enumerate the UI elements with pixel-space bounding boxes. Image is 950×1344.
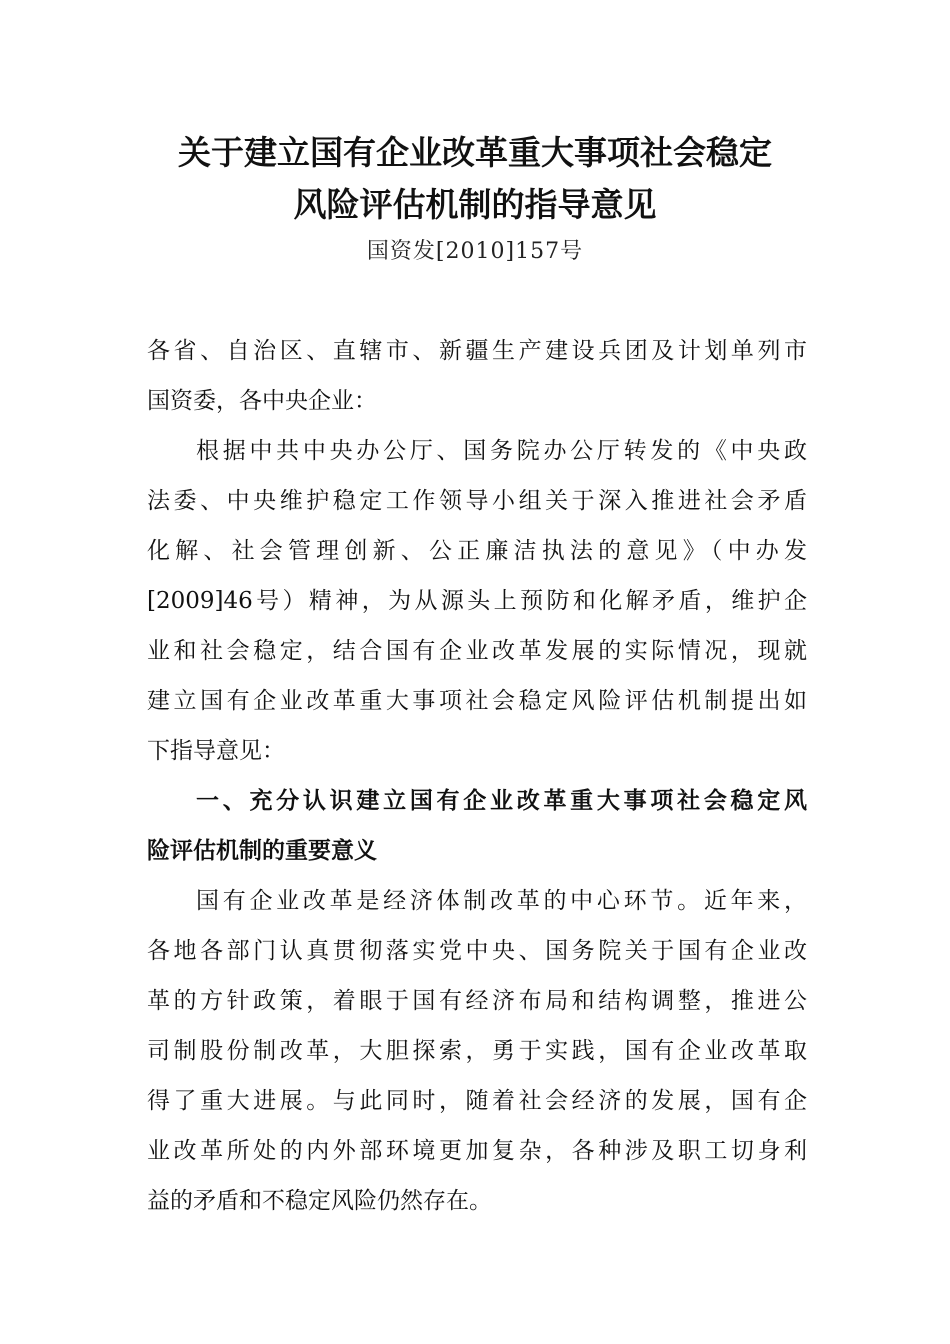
paragraph-2-line-3: 革的方针政策，着眼于国有经济布局和结构调整，推进公 [147,988,807,1014]
paragraph-1-line-6: 建立国有企业改革重大事项社会稳定风险评估机制提出如 [147,688,807,714]
paragraph-1-line-5: 业和社会稳定，结合国有企业改革发展的实际情况，现就 [147,638,807,664]
paragraph-2-line-2: 各地各部门认真贯彻落实党中央、国务院关于国有企业改 [147,938,807,964]
document-number: 国资发[2010]157号 [366,239,584,264]
addressee-line-2: 国资委，各中央企业： [147,388,377,414]
section-1-heading-line-2: 险评估机制的重要意义 [147,838,377,864]
paragraph-2-line-1: 国有企业改革是经济体制改革的中心环节。近年来， [196,888,807,914]
section-1-heading-line-1: 一、充分认识建立国有企业改革重大事项社会稳定风 [196,788,807,814]
document-title-line-2: 风险评估机制的指导意见 [293,185,657,224]
paragraph-1-line-3: 化解、社会管理创新、公正廉洁执法的意见》（中办发 [147,538,807,564]
document-title-line-1: 关于建立国有企业改革重大事项社会稳定 [178,133,772,172]
paragraph-2-line-5: 得了重大进展。与此同时，随着社会经济的发展，国有企 [147,1088,807,1114]
paragraph-2-line-4: 司制股份制改革，大胆探索，勇于实践，国有企业改革取 [147,1038,807,1064]
paragraph-1-line-7: 下指导意见： [147,738,285,764]
paragraph-1-line-2: 法委、中央维护稳定工作领导小组关于深入推进社会矛盾 [147,488,807,514]
paragraph-1-line-1: 根据中共中央办公厅、国务院办公厅转发的《中央政 [196,438,807,464]
addressee-line-1: 各省、自治区、直辖市、新疆生产建设兵团及计划单列市 [147,338,807,364]
paragraph-2-line-7: 益的矛盾和不稳定风险仍然存在。 [147,1188,492,1214]
paragraph-1-line-4: [2009]46号）精神，为从源头上预防和化解矛盾，维护企 [147,588,807,614]
paragraph-2-line-6: 业改革所处的内外部环境更加复杂，各种涉及职工切身利 [147,1138,807,1164]
